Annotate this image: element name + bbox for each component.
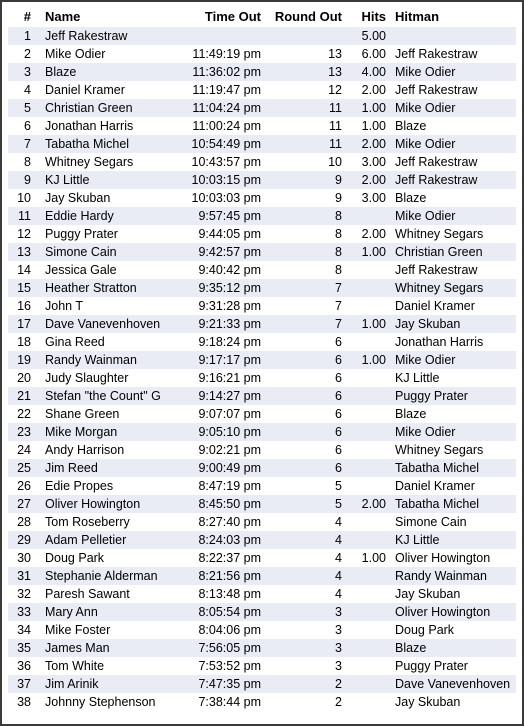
table-row	[8, 405, 516, 423]
row-number: 35	[8, 639, 39, 657]
table-row	[8, 369, 516, 387]
row-hitman: Jeff Rakestraw	[386, 171, 516, 189]
row-round-out: 11	[265, 99, 348, 117]
row-time-out: 9:02:21 pm	[198, 443, 261, 457]
row-round-out: 4	[335, 515, 342, 529]
header-hitman: Hitman	[395, 8, 440, 24]
header-row	[8, 5, 516, 27]
row-round-out: 3	[265, 639, 348, 657]
row-name: Jonathan Harris	[45, 119, 134, 133]
row-round-out: 8	[265, 243, 348, 261]
row-hitman	[386, 27, 516, 45]
row-name: Mike Odier	[45, 47, 106, 61]
row-hitman: Tabatha Michel	[386, 459, 516, 477]
row-hitman: Randy Wainman	[386, 567, 516, 585]
row-time-out: 9:21:33 pm	[172, 315, 265, 333]
row-hitman: Jeff Rakestraw	[395, 47, 478, 61]
row-name: Mike Morgan	[39, 423, 172, 441]
row-time-out: 10:54:49 pm	[172, 135, 265, 153]
row-number: 14	[17, 263, 31, 277]
row-time-out: 8:24:03 pm	[172, 531, 265, 549]
row-round-out: 7	[265, 315, 348, 333]
row-number: 17	[8, 315, 39, 333]
header-round-out: Round Out	[274, 8, 342, 24]
row-name: James Man	[39, 639, 172, 657]
table-row	[8, 261, 516, 279]
row-hits: 1.00	[361, 551, 386, 565]
table-row	[8, 117, 516, 135]
row-round-out: 10	[328, 155, 342, 169]
row-round-out: 11	[265, 135, 348, 153]
row-hits	[348, 459, 386, 477]
row-hitman: Jeff Rakestraw	[395, 263, 478, 277]
row-hits: 1.00	[348, 351, 386, 369]
row-hitman: Whitney Segars	[395, 227, 484, 241]
row-number: 21	[8, 387, 39, 405]
row-round-out: 6	[335, 371, 342, 385]
row-number: 38	[17, 695, 31, 709]
row-hits	[348, 657, 386, 675]
row-round-out: 6	[265, 459, 348, 477]
table-row	[8, 513, 516, 531]
row-time-out: 11:00:24 pm	[192, 119, 261, 133]
row-number: 16	[17, 299, 31, 313]
row-name: Dave Vanevenhoven	[39, 315, 172, 333]
table-row	[8, 279, 516, 297]
row-name: Jessica Gale	[45, 263, 117, 277]
row-round-out: 3	[335, 659, 342, 673]
row-number: 6	[24, 119, 31, 133]
row-name: Simone Cain	[39, 243, 172, 261]
row-round-out: 13	[265, 63, 348, 81]
row-round-out: 2	[335, 695, 342, 709]
row-time-out: 9:44:05 pm	[198, 227, 261, 241]
table-row	[8, 135, 516, 153]
table-row	[8, 675, 516, 693]
header-time-out: Time Out	[204, 8, 261, 24]
row-round-out: 4	[265, 567, 348, 585]
row-hitman: Puggy Prater	[395, 659, 468, 673]
table-row	[8, 81, 516, 99]
table-row	[8, 351, 516, 369]
row-hitman: KJ Little	[386, 531, 516, 549]
row-number: 7	[8, 135, 39, 153]
table-row	[8, 495, 516, 513]
table-row	[8, 225, 516, 243]
row-round-out: 6	[335, 335, 342, 349]
row-time-out: 7:47:35 pm	[172, 675, 265, 693]
row-name: Stefan "the Count" G	[39, 387, 172, 405]
row-number: 10	[17, 191, 31, 205]
row-name: Tabatha Michel	[39, 135, 172, 153]
row-round-out: 6	[265, 351, 348, 369]
table-body	[8, 27, 516, 711]
row-hits: 2.00	[348, 171, 386, 189]
row-name: Paresh Sawant	[45, 587, 130, 601]
row-hitman: Tabatha Michel	[386, 495, 516, 513]
row-hitman: Jay Skuban	[395, 587, 461, 601]
table-row	[8, 585, 516, 603]
row-round-out: 8	[265, 207, 348, 225]
row-hits: 4.00	[348, 63, 386, 81]
table-row	[8, 171, 516, 189]
row-name: Eddie Hardy	[39, 207, 172, 225]
row-hits: 2.00	[361, 227, 386, 241]
row-number: 15	[8, 279, 39, 297]
row-hitman: Christian Green	[386, 243, 516, 261]
row-hits	[348, 603, 386, 621]
row-hits	[348, 477, 386, 495]
row-hits	[348, 441, 386, 459]
row-hitman: Mike Odier	[386, 63, 516, 81]
row-hitman: Mike Odier	[386, 135, 516, 153]
row-hitman: Oliver Howington	[395, 551, 491, 565]
row-time-out: 10:03:03 pm	[191, 191, 261, 205]
row-hits	[348, 405, 386, 423]
row-hitman: Blaze	[395, 407, 427, 421]
row-hitman: Oliver Howington	[386, 603, 516, 621]
row-name: Christian Green	[39, 99, 172, 117]
table-row	[8, 297, 516, 315]
row-name: Randy Wainman	[39, 351, 172, 369]
row-number: 32	[17, 587, 31, 601]
row-hits	[348, 675, 386, 693]
row-number: 31	[8, 567, 39, 585]
row-name: Gina Reed	[45, 335, 105, 349]
row-time-out: 11:49:19 pm	[192, 47, 261, 61]
row-time-out: 11:04:24 pm	[172, 99, 265, 117]
row-round-out: 12	[328, 83, 342, 97]
row-number: 33	[8, 603, 39, 621]
row-round-out: 4	[265, 531, 348, 549]
row-time-out: 9:07:07 pm	[198, 407, 261, 421]
row-number: 29	[8, 531, 39, 549]
row-number: 3	[8, 63, 39, 81]
row-time-out: 8:13:48 pm	[198, 587, 261, 601]
row-hitman: Simone Cain	[395, 515, 467, 529]
row-name: Oliver Howington	[39, 495, 172, 513]
row-hitman: Puggy Prater	[386, 387, 516, 405]
row-time-out: 8:04:06 pm	[198, 623, 261, 637]
row-hitman: Blaze	[386, 639, 516, 657]
row-hits	[348, 513, 386, 531]
table-row	[8, 693, 516, 711]
row-hitman: Doug Park	[395, 623, 455, 637]
row-number: 22	[17, 407, 31, 421]
row-number: 37	[8, 675, 39, 693]
row-round-out: 5	[265, 495, 348, 513]
row-name: Johnny Stephenson	[45, 695, 156, 709]
row-time-out: 9:40:42 pm	[198, 263, 261, 277]
table-row	[8, 657, 516, 675]
row-name: Puggy Prater	[45, 227, 118, 241]
row-name: Blaze	[39, 63, 172, 81]
row-hitman: Mike Odier	[386, 351, 516, 369]
row-time-out: 8:21:56 pm	[172, 567, 265, 585]
row-name: Heather Stratton	[39, 279, 172, 297]
table-row	[8, 549, 516, 567]
row-number: 1	[8, 27, 39, 45]
row-hits: 3.00	[361, 155, 386, 169]
table-row	[8, 477, 516, 495]
row-hitman: Whitney Segars	[395, 443, 484, 457]
row-round-out: 6	[335, 407, 342, 421]
row-hits	[348, 207, 386, 225]
row-name: Shane Green	[45, 407, 120, 421]
row-round-out: 7	[335, 299, 342, 313]
table-row	[8, 639, 516, 657]
row-number: 30	[17, 551, 31, 565]
row-name: Mike Foster	[45, 623, 111, 637]
row-hitman: Mike Odier	[386, 207, 516, 225]
row-number: 26	[17, 479, 31, 493]
row-number: 19	[8, 351, 39, 369]
table-row	[8, 567, 516, 585]
row-hitman: Jay Skuban	[386, 315, 516, 333]
row-hitman: KJ Little	[395, 371, 440, 385]
row-name: Jim Reed	[39, 459, 172, 477]
row-time-out: 9:57:45 pm	[172, 207, 265, 225]
table-row	[8, 441, 516, 459]
row-name: Mary Ann	[39, 603, 172, 621]
row-number: 5	[8, 99, 39, 117]
row-time-out: 9:14:27 pm	[172, 387, 265, 405]
row-time-out: 8:45:50 pm	[172, 495, 265, 513]
row-time-out: 9:35:12 pm	[172, 279, 265, 297]
row-number: 4	[24, 83, 31, 97]
row-name: Jeff Rakestraw	[39, 27, 172, 45]
row-round-out	[265, 27, 348, 45]
row-hits	[348, 279, 386, 297]
row-time-out: 9:42:57 pm	[172, 243, 265, 261]
row-hits	[348, 297, 386, 315]
row-time-out: 7:38:44 pm	[198, 695, 261, 709]
row-name: Jim Arinik	[39, 675, 172, 693]
row-time-out: 10:03:15 pm	[172, 171, 265, 189]
row-number: 23	[8, 423, 39, 441]
row-number: 12	[17, 227, 31, 241]
row-number: 11	[8, 207, 39, 225]
table-row	[8, 333, 516, 351]
table-row	[8, 243, 516, 261]
row-round-out: 8	[335, 227, 342, 241]
row-name: Andy Harrison	[45, 443, 125, 457]
row-round-out: 6	[265, 423, 348, 441]
row-hits	[348, 693, 386, 711]
row-number: 8	[24, 155, 31, 169]
row-round-out: 2	[265, 675, 348, 693]
row-number: 20	[17, 371, 31, 385]
row-round-out: 9	[265, 171, 348, 189]
row-time-out: 9:17:17 pm	[172, 351, 265, 369]
header-hits: Hits	[361, 8, 386, 24]
row-hits	[348, 567, 386, 585]
results-table	[8, 5, 516, 711]
row-hitman: Jeff Rakestraw	[395, 155, 478, 169]
row-hitman: Jeff Rakestraw	[395, 83, 478, 97]
row-hitman: Mike Odier	[386, 99, 516, 117]
row-time-out: 10:43:57 pm	[191, 155, 261, 169]
row-name: Adam Pelletier	[39, 531, 172, 549]
row-number: 9	[8, 171, 39, 189]
row-hitman: Jonathan Harris	[395, 335, 484, 349]
table-row	[8, 45, 516, 63]
row-hitman: Daniel Kramer	[395, 479, 475, 493]
row-number: 2	[24, 47, 31, 61]
row-hitman: Blaze	[395, 119, 427, 133]
row-hits	[348, 423, 386, 441]
row-time-out: 8:05:54 pm	[172, 603, 265, 621]
header-name: Name	[45, 8, 81, 24]
row-time-out: 9:05:10 pm	[172, 423, 265, 441]
row-time-out: 8:22:37 pm	[198, 551, 261, 565]
table-row	[8, 207, 516, 225]
row-hits	[348, 585, 386, 603]
row-hitman: Blaze	[395, 191, 427, 205]
row-hits: 6.00	[361, 47, 386, 61]
row-time-out: 7:53:52 pm	[198, 659, 261, 673]
table-row	[8, 459, 516, 477]
row-number: 28	[17, 515, 31, 529]
row-hitman: Dave Vanevenhoven	[386, 675, 516, 693]
table-row	[8, 189, 516, 207]
row-hitman: Jay Skuban	[395, 695, 461, 709]
row-round-out: 4	[335, 587, 342, 601]
row-number: 27	[8, 495, 39, 513]
row-hits: 2.00	[361, 83, 386, 97]
row-round-out: 7	[265, 279, 348, 297]
row-name: Jay Skuban	[45, 191, 111, 205]
row-time-out: 7:56:05 pm	[172, 639, 265, 657]
row-name: Doug Park	[45, 551, 105, 565]
row-time-out: 11:19:47 pm	[192, 83, 261, 97]
row-hits	[348, 621, 386, 639]
row-time-out: 9:16:21 pm	[198, 371, 261, 385]
row-hits	[348, 333, 386, 351]
table-row	[8, 63, 516, 81]
row-name: Stephanie Alderman	[39, 567, 172, 585]
row-number: 18	[17, 335, 31, 349]
row-round-out: 6	[335, 443, 342, 457]
row-name: Daniel Kramer	[45, 83, 125, 97]
row-hits: 2.00	[348, 135, 386, 153]
row-hits	[348, 369, 386, 387]
row-name: KJ Little	[39, 171, 172, 189]
row-round-out: 3	[265, 603, 348, 621]
row-name: Judy Slaughter	[45, 371, 129, 385]
row-hits	[348, 387, 386, 405]
row-time-out: 9:00:49 pm	[172, 459, 265, 477]
table-row	[8, 531, 516, 549]
row-round-out: 4	[335, 551, 342, 565]
row-name: John T	[45, 299, 83, 313]
row-name: Whitney Segars	[45, 155, 134, 169]
table-row	[8, 99, 516, 117]
row-time-out: 8:27:40 pm	[198, 515, 261, 529]
row-number: 13	[8, 243, 39, 261]
row-hitman: Whitney Segars	[386, 279, 516, 297]
row-round-out: 9	[335, 191, 342, 205]
row-hits: 1.00	[348, 99, 386, 117]
row-name: Tom Roseberry	[45, 515, 130, 529]
header-num: #	[23, 8, 31, 24]
row-time-out	[172, 27, 265, 45]
table-row	[8, 603, 516, 621]
row-round-out: 11	[329, 119, 342, 133]
row-hits: 3.00	[361, 191, 386, 205]
table-row	[8, 27, 516, 45]
row-number: 36	[17, 659, 31, 673]
table-row	[8, 153, 516, 171]
row-round-out: 13	[328, 47, 342, 61]
row-hits	[348, 261, 386, 279]
row-number: 25	[8, 459, 39, 477]
row-round-out: 6	[265, 387, 348, 405]
row-round-out: 8	[335, 263, 342, 277]
row-time-out: 9:31:28 pm	[198, 299, 261, 313]
row-time-out: 11:36:02 pm	[172, 63, 265, 81]
row-hits	[348, 639, 386, 657]
row-round-out: 3	[335, 623, 342, 637]
row-hits	[348, 531, 386, 549]
row-hits: 1.00	[348, 243, 386, 261]
row-hits: 1.00	[348, 315, 386, 333]
row-name: Edie Propes	[45, 479, 114, 493]
table-row	[8, 621, 516, 639]
row-hits: 5.00	[348, 27, 386, 45]
row-name: Tom White	[45, 659, 105, 673]
row-hits: 2.00	[348, 495, 386, 513]
row-number: 24	[17, 443, 31, 457]
row-hitman: Daniel Kramer	[395, 299, 475, 313]
row-hitman: Mike Odier	[386, 423, 516, 441]
table-row	[8, 315, 516, 333]
table-row	[8, 423, 516, 441]
row-number: 34	[17, 623, 31, 637]
row-round-out: 5	[335, 479, 342, 493]
table-row	[8, 387, 516, 405]
row-hits: 1.00	[361, 119, 386, 133]
row-time-out: 9:18:24 pm	[198, 335, 261, 349]
row-time-out: 8:47:19 pm	[198, 479, 261, 493]
